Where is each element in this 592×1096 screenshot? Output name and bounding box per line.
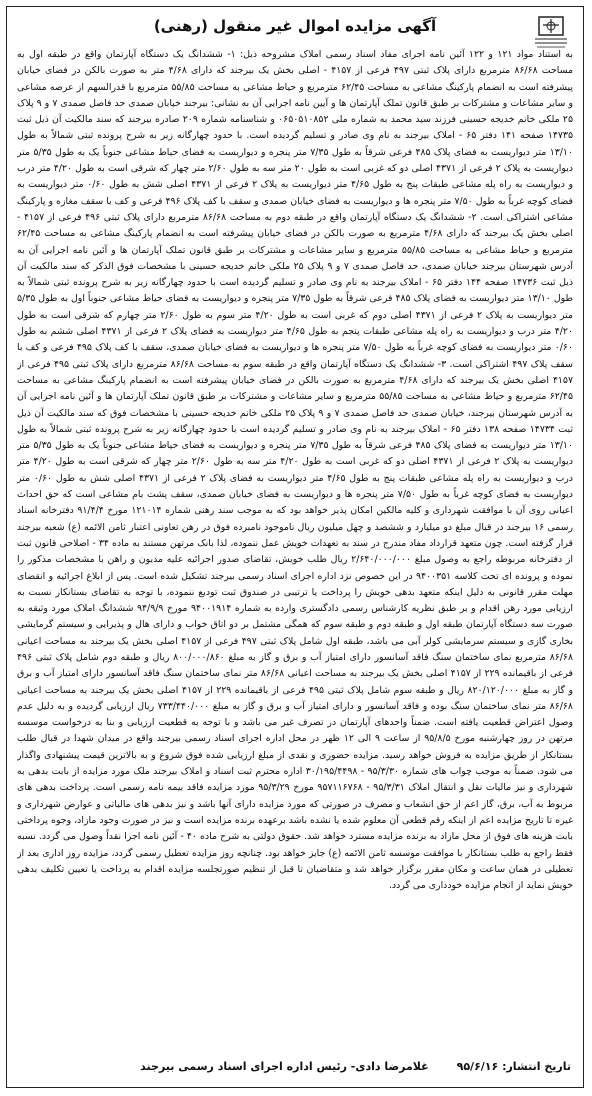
notice-page (6, 6, 584, 1088)
notice-footer (19, 1055, 571, 1077)
publication-date: تاریخ انتشار: ۹۵/۶/۱۶ (456, 1059, 571, 1073)
notice-body (17, 47, 573, 1039)
notice-title: آگهی مزایده اموال غیر منقول (رهنی) (153, 17, 437, 35)
signature: غلامرضا دادی- رئیس اداره اجرای اسناد رسمی بیرجند (140, 1059, 429, 1073)
notice-paragraph: به استناد مواد ۱۲۱ و ۱۲۲ آئین نامه اجرای مفاد اسناد رسمی املاک مشروحه ذیل: ۱- ششدانگ یک دستگاه آپارتمان واقع در طبقه اول به مساحت ۸۶/۶۸ مترمربع دارای پلاک ثبتی ۴۹۷ فرعی از ۴۱۵۷ - اصلی بخش یک بیرجند که دارای ۴/۶۸ متر به صورت بالکن در فضای خیابان پیشرفته است به انضمام پارکینگ مشاعی به مساحت ۶۲/۴۵ مترمربع و حیاط مشاعی به مساحت ۵۵/۸۵ مترمربع با قدرالسهم از عرصه مشاعی و سایر مشاعات و مشترکات بر طبق قانون تملک آپارتمان ها و آیین نامه اجرایی آن به نشانی: بیرجند خیابان صمدی حد فاصل صمدی ۷ و ۹ پلاک ۲۵ ملکی خانم خدیجه حسینی فرزند سید محمد به شماره ملی ۰۶۵۰۵۱۰۸۵۲ و شناسنامه شماره ۲۰۹ صادره بیرجند که سند مالکیت آن ذیل ثبت ۱۴۷۳۵ صفحه ۱۴۱ دفتر ۶۵ - املاک بیرجند به نام وی صادر و تسلیم گردیده است. با حدود چهارگانه زیر به شرح پرونده ثبتی شمالاً به طول ۱۳/۱۰ متر دیواریست به فضای پلاک ۴۸۵ فرعی شرقاً به طول ۷/۳۵ متر پنجره و دیواریست به فضای حیاط مشاعی جنوباً یک به طول ۵/۳۵ متر دیواریست به پلاک ۲ فرعی از ۴۳۷۱ اصلی دو که غربی است به طول ۲۰ متر سه به طول ۲/۶۰ متر چهار که شرقی است به طول ۴/۲۰ متر درب و دیواریست به راه پله مشاعی طبقات پنج به طول ۴/۶۵ متر دیواریست به پلاک ۲ فرعی از ۴۳۷۱ اصلی شش به طول ۰/۶۰ متر دیواریست به فضای کوچه غرباً به طول ۷/۵۰ متر پنجره ها و دیواریست به فضای خیابان صمدی و سقف با کف پلاک ۴۹۶ فرعی و کف با سقف مغازه و پارکینگ مشاعی اشتراکی است. ۲- ششدانگ یک دستگاه آپارتمان واقع در طبقه دوم به مساحت ۸۶/۶۸ مترمربع دارای پلاک ثبتی ۴۹۶ فرعی از ۴۱۵۷ - اصلی بخش یک بیرجند که دارای ۴/۶۸ مترمربع به صورت بالکن در فضای خیابان پیشرفته است به انضمام پارکینگ مشاعی به مساحت ۶۲/۴۵ مترمربع و حیاط مشاعی به مساحت ۵۵/۸۵ مترمربع و سایر مشاعات و مشترکات بر طبق قانون تملک آپارتمان ها و آئین نامه اجرایی آن به آدرس شهرستان بیرجند خیابان صمدی، حد فاصل صمدی ۷ و ۹ پلاک ۲۵ ملکی خانم خدیجه حسینی با مشخصات فوق الذکر که سند مالکیت آن ذیل ثبت ۱۴۷۳۶ صفحه ۱۴۴ دفتر ۶۵ - املاک بیرجند به نام وی صادر و تسلیم گردیده است با حدود چهارگانه زیر به شرح پرونده ثبتی شمالاً به طول ۱۳/۱۰ متر دیواریست به فضای پلاک ۴۸۵ فرعی شرقاً به طول ۷/۳۵ متر پنجره و دیواریست به فضای حیاط مشاعی جنوباً اول به طول ۵/۳۵ متر دیواریست به پلاک ۲ فرعی از ۴۳۷۱ اصلی دوم که غربی است به طول ۴/۲۰ متر سوم به طول ۲/۶۰ متر چهارم که شرقی است به طول ۴/۲۰ متر درب و دیواریست به راه پله مشاعی طبقات پنجم به طول ۴/۶۵ متر دیواریست به فضای پلاک ۲ فرعی از ۴۳۷۱ اصلی ششم به طول ۰/۶۰ متر دیواریست به فضای کوچه غرباً به طول ۷/۵۰ متر پنجره ها و دیواریست به فضای خیابان صمدی، سقف با کف پلاک ۴۹۵ فرعی و کف با سقف پلاک ۴۹۷ اشتراکی است. ۳- ششدانگ یک دستگاه آپارتمان واقع در طبقه سوم به مساحت ۸۶/۶۸ مترمربع دارای پلاک ثبتی ۴۹۵ فرعی از ۴۱۵۷ اصلی بخش یک بیرجند که دارای ۴/۶۸ مترمربع به صورت بالکن در فضای خیابان پیشرفته است به انضمام پارکینگ مشاعی به مساحت ۶۲/۴۵ مترمربع و حیاط مشاعی به مساحت ۵۵/۸۵ مترمربع و سایر مشاعات و مشترکات بر طبق قانون تملک آپارتمان ها و آئین نامه اجرایی آن به آدرس شهرستان بیرجند، خیابان صمدی حد فاصل صمدی ۷ و ۹ پلاک ۲۵ ملکی خانم خدیجه حسینی با مشخصات فوق که سند مالکیت آن ذیل ثبت ۱۴۷۳۴ صفحه ۱۳۸ دفتر ۶۵ - املاک بیرجند به نام وی صادر و تسلیم گردیده است با حدود چهارگانه زیر به شرح پرونده ثبتی شمالاً به طول ۱۳/۱۰ متر دیواریست به فضای پلاک ۴۸۵ فرعی شرقاً به طول ۷/۳۵ متر پنجره و دیواریست به فضای حیاط مشاعی جنوباً یک به طول ۵/۳۵ متر دیواریست به پلاک ۲ فرعی از ۴۳۷۱ اصلی دو که غربی است به طول ۴/۲۰ متر سه به طول ۲/۶۰ متر چهار که شرقی است به طول ۴/۲۰ متر درب و دیواریست به راه پله مشاعی طبقات پنج به طول ۴/۶۵ متر دیواریست به فضای پلاک ۲ فرعی از ۴۳۷۱ اصلی شش به طول ۰/۶۰ متر دیواریست به فضای کوچه غرباً به طول ۷/۵۰ متر پنجره ها و دیواریست به فضای خیابان صمدی، سقف پشت بام مشاعی است که حق احداث اعیانی روی آن با موافقت شهرداری و کلیه مالکین امکان پذیر خواهد بود که به موجب سند رهنی شماره ۱۲۱۰۱۴ مورخ ۹۱/۴/۴ دفترخانه اسناد رسمی ۱۶ بیرجند در قبال مبلغ دو میلیارد و ششصد و چهل میلیون ریال ناموجود نامبرده فوق در رهن تعاونی اعتبار ثامن الائمه (ع) شعبه بیرجند قرار گرفته است. چون متعهد قرارداد مفاد مندرج در سند به تعهدات خویش عمل ننموده، لذا بانک مرتهن مستند به ماده ۳۴ - اصلاحی قانون ثبت از دفترخانه مربوطه راجع به وصول مبلغ ۲/۶۴۰/۰۰۰/۰۰۰ ریال طلب خویش، تقاضای صدور اجرائیه علیه مدیون و راهن با مشخصات مذکور را نموده و پرونده ای تحت کلاسه ۹۴۰۰۳۵۱ در این خصوص نزد اداره اجرای اسناد رسمی بیرجند تشکیل شده است. پس از ابلاغ اجرائیه و انقضای مهلت مقرر قانونی به دلیل اینکه متعهد بدهی خویش را پرداخت یا ترتیبی در صندوق ثبت تودیع ننموده، با توجه به تقاضای بستانکار نسبت به ارزیابی مورد رهن اقدام و بر طبق نظریه کارشناس رسمی دادگستری وارده به شماره ۹۴۰۰۱۹۱۴ مورخ ۹۴/۹/۹ ششدانگ املاک مورد وثیقه به صورت سه دستگاه آپارتمان طبقه اول و طبقه دوم و طبقه سوم که همگی مشتمل بر دو اتاق خواب و دارای هال و پذیرایی و سیستم گرمایشی بخاری گازی و سیستم سرمایشی کولر آبی می باشد، طبقه اول شامل پلاک ثبتی ۴۹۷ فرعی از ۴۱۵۷ اصلی بخش یک بیرجند به مساحت اعیانی ۸۶/۶۸ مترمربع نمای ساختمان سنگ فاقد آسانسور دارای امتیاز آب و برق و گاز به مبلغ ۸۰۰/۰۰۰/۸۶۰ ریال و طبقه دوم شامل پلاک ثبتی ۴۹۶ فرعی از باقیمانده ۲۲۹ از ۴۱۵۷ اصلی بخش یک بیرجند به مساحت اعیانی ۸۶/۶۸ متر نمای ساختمان سنگ فاقد آسانسور دارای امتیاز آب و برق و گاز به مبلغ ۸۲۰/۱۲۰/۰۰۰ ریال و طبقه سوم شامل پلاک ثبتی ۴۹۵ فرعی از باقیمانده ۲۲۹ از ۴۱۵۷ اصلی بخش یک بیرجند به مساحت اعیانی ۸۶/۶۸ متر نمای ساختمان سنگ بوده و فاقد آسانسور و دارای امتیاز آب و برق و گاز به مبلغ ۷۳۳/۴۴۰/۰۰۰ ریال ارزیابی گردیده و به دلیل عدم وصول اعتراض قطعیت یافته است. ضمناً واحدهای آپارتمان در تصرف غیر می باشد و با توجه به قطعیت ارزیابی و بنا به درخواست موسسه مرتهن در روز چهارشنبه مورخ ۹۵/۸/۵ از ساعت ۹ الی ۱۲ ظهر در محل اداره اجرای اسناد رسمی بیرجند واقع در میدان شهدا در قبال طلب بستانکار از طریق مزایده به فروش خواهد رسید. مزایده حضوری و نقدی از مبلغ ارزیابی شده فوق شروع و به بالاترین قیمت پیشنهادی واگذار می شود. ضمناً به موجب چواب های شماره ۹۵/۳/۳۰ - ۳۰/۱۹۵/۴۴۹۸ اداره محترم ثبت اسناد و املاک بیرجند ملک مورد مزایده از بابت بدهی به شهرداری و نیز مالیات نقل و انتقال املاک ۹۵/۳/۳۱ - ۹۵۷۱۱۶۷۶۸ مورخ ۹۵/۳/۲۹ مورد مزایده فاقد بیمه نامه رسمی است. پرداخت بدهی های مربوط به آب، برق، گاز اعم از حق انشعاب و مصرف در صورتی که مورد مزایده دارای آنها باشد و نیز بدهی های مالیاتی و عوارض شهرداری و غیره تا تاریخ مزایده اعم از اینکه رقم قطعی آن معلوم شده یا نشده باشد برعهده برنده مزایده است و نیز در صورت وجود مازاد، وجوه پرداختی بابت هزینه های فوق از محل مازاد به برنده مزایده مسترد خواهد شد. حقوق دولتی به شرح ماده ۴۰ - آئین نامه اجرا نقداً وصول می گردد. نسبه فقط راجع به طلب بستانکار با موافقت موسسه ثامن الائمه (ع) جایز خواهد بود. چنانچه روز مزایده تعطیل رسمی گردد، مزایده روز اداری بعد از تعطیلی در همان ساعت و مکان مقرر برگزار خواهد شد و متقاضیان تا قبل از تنظیم صورتجلسه مزایده اقدام به پرداخت یا تعیین تکلیف بدهی خویش نماید از انجام مزایده خودداری می گردد. (17, 49, 573, 892)
